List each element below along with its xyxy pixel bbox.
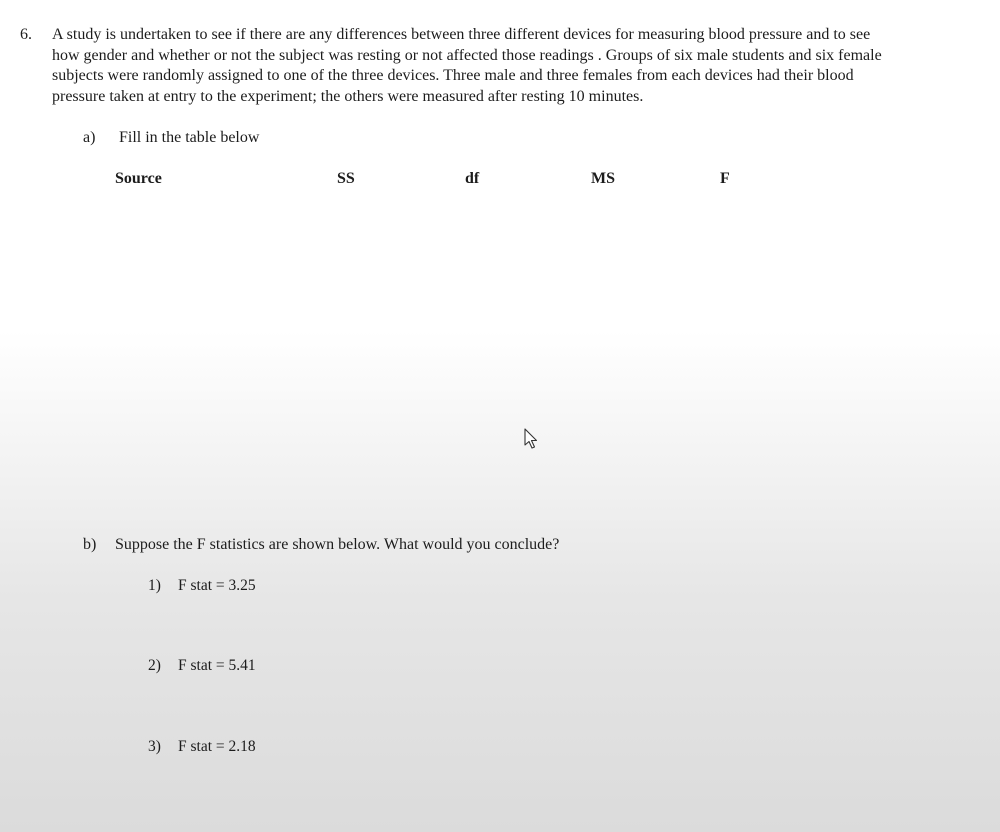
table-answer-area <box>110 196 750 516</box>
header-f: F <box>720 170 730 187</box>
header-source: Source <box>115 170 162 187</box>
fstat-item-text: F stat = 3.25 <box>178 577 256 594</box>
part-b-label: b) <box>83 536 97 553</box>
question-text-line: A study is undertaken to see if there are any differences between three different devices for measuring blood pressure and to see <box>52 26 871 43</box>
part-a-label: a) <box>83 129 96 146</box>
header-ss: SS <box>337 170 355 187</box>
question-text <box>52 25 982 107</box>
question-text-line: subjects were randomly assigned to one of the three devices. Three male and three females from each devices had their blood <box>52 67 854 84</box>
header-df: df <box>465 170 480 187</box>
mouse-pointer-icon <box>524 428 538 450</box>
fstat-item-number: 2) <box>148 657 161 674</box>
anova-table-header <box>0 169 1000 191</box>
fstat-item-number: 1) <box>148 577 161 594</box>
question-text-line: pressure taken at entry to the experiment; the others were measured after resting 10 minutes. <box>52 87 644 105</box>
question-number: 6. <box>20 26 32 43</box>
fstat-item <box>148 576 256 596</box>
part-b-instruction: Suppose the F statistics are shown below. What would you conclude? <box>115 536 560 553</box>
fstat-item-text: F stat = 2.18 <box>178 738 256 755</box>
fstat-item <box>148 737 256 757</box>
fstat-item-number: 3) <box>148 738 161 755</box>
question-text-line: how gender and whether or not the subject was resting or not affected those readings . Groups of six male students and six female <box>52 46 882 64</box>
fstat-item-text: F stat = 5.41 <box>178 657 256 674</box>
fstat-item <box>148 656 256 676</box>
header-ms: MS <box>591 170 615 187</box>
part-a-instruction: Fill in the table below <box>119 129 260 146</box>
